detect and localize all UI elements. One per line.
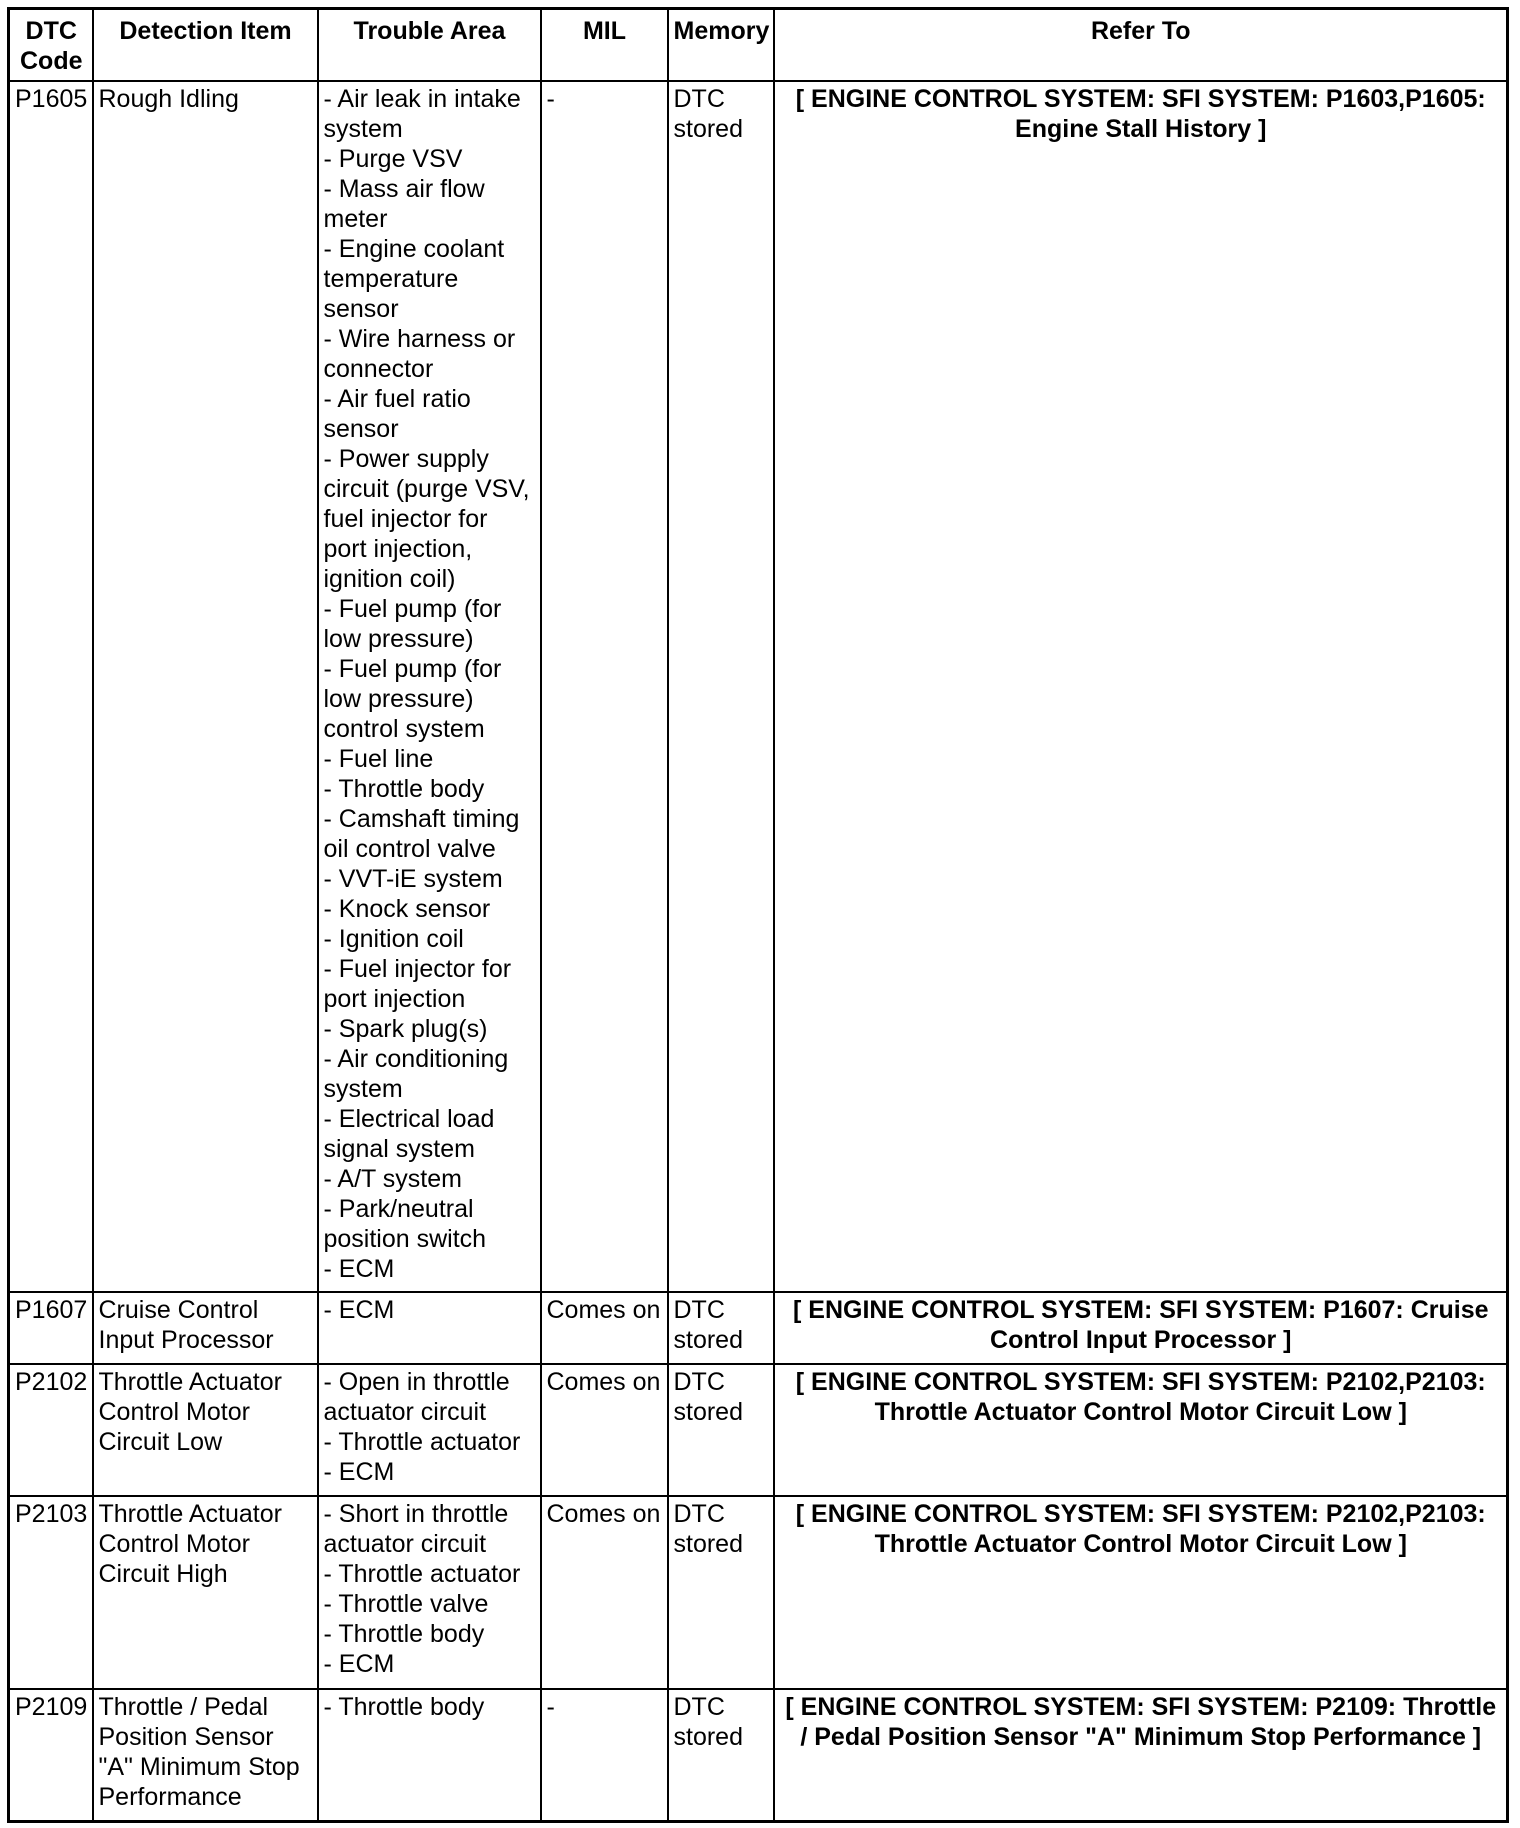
header-detection-item: Detection Item xyxy=(93,9,318,82)
trouble-area-item: - Mass air flow meter xyxy=(323,175,485,233)
trouble-area-cell xyxy=(318,1364,541,1496)
trouble-area-item: - Power supply circuit (purge VSV, fuel injector for port injection, ignition coil) xyxy=(323,445,530,593)
trouble-area-item: - Throttle actuator xyxy=(323,1428,521,1456)
trouble-area-item: - Ignition coil xyxy=(323,925,464,953)
trouble-area-item: - Camshaft timing oil control valve xyxy=(323,805,520,863)
trouble-area-item: - Spark plug(s) xyxy=(323,1015,488,1043)
refer-to-cell: [ ENGINE CONTROL SYSTEM: SFI SYSTEM: P2102,P2103: Throttle Actuator Control Motor Circuit Low ] xyxy=(774,1364,1508,1496)
dtc-code-cell: P2103 xyxy=(9,1496,93,1689)
table-row xyxy=(9,1364,1508,1496)
dtc-table xyxy=(7,7,1509,1823)
table-row xyxy=(9,1496,1508,1689)
header-refer-to: Refer To xyxy=(774,9,1508,82)
detection-item-cell: Throttle Actuator Control Motor Circuit High xyxy=(93,1496,318,1689)
header-dtc-code: DTC Code xyxy=(9,9,93,82)
trouble-area-item: - Air leak in intake system xyxy=(323,85,521,143)
table-row xyxy=(9,1689,1508,1821)
trouble-area-cell xyxy=(318,1292,541,1364)
trouble-area-item: - Throttle body xyxy=(323,775,485,803)
trouble-area-item: - Short in throttle actuator circuit xyxy=(323,1500,509,1558)
detection-item-cell: Throttle / Pedal Position Sensor "A" Minimum Stop Performance xyxy=(93,1689,318,1821)
detection-item-cell: Throttle Actuator Control Motor Circuit Low xyxy=(93,1364,318,1496)
header-mil: MIL xyxy=(541,9,668,82)
trouble-area-item: - ECM xyxy=(323,1255,395,1283)
table-row xyxy=(9,1292,1508,1364)
trouble-area-cell xyxy=(318,1689,541,1821)
dtc-code-cell: P1605 xyxy=(9,81,93,1292)
memory-cell: DTC stored xyxy=(668,1364,774,1496)
dtc-code-cell: P1607 xyxy=(9,1292,93,1364)
refer-to-cell: [ ENGINE CONTROL SYSTEM: SFI SYSTEM: P2102,P2103: Throttle Actuator Control Motor Circuit Low ] xyxy=(774,1496,1508,1689)
trouble-area-item: - Knock sensor xyxy=(323,895,491,923)
trouble-area-item: - Engine coolant temperature sensor xyxy=(323,235,505,323)
trouble-area-item: - Air fuel ratio sensor xyxy=(323,385,471,443)
memory-cell: DTC stored xyxy=(668,81,774,1292)
mil-cell: - xyxy=(541,1689,668,1821)
mil-cell: Comes on xyxy=(541,1364,668,1496)
trouble-area-item: - Open in throttle actuator circuit xyxy=(323,1368,510,1426)
trouble-area-item: - Fuel line xyxy=(323,745,434,773)
trouble-area-item: - Electrical load signal system xyxy=(323,1105,495,1163)
table-body xyxy=(9,81,1508,1821)
memory-cell: DTC stored xyxy=(668,1292,774,1364)
trouble-area-cell xyxy=(318,1496,541,1689)
trouble-area-item: - ECM xyxy=(323,1458,395,1486)
trouble-area-item: - Fuel pump (for low pressure) xyxy=(323,595,502,653)
table-row xyxy=(9,81,1508,1292)
header-memory: Memory xyxy=(668,9,774,82)
trouble-area-item: - Wire harness or connector xyxy=(323,325,516,383)
trouble-area-item: - Fuel pump (for low pressure) control system xyxy=(323,655,502,743)
trouble-area-item: - Park/neutral position switch xyxy=(323,1195,487,1253)
trouble-area-item: - Throttle body xyxy=(323,1693,485,1721)
header-row xyxy=(9,9,1508,82)
header-trouble-area: Trouble Area xyxy=(318,9,541,82)
trouble-area-item: - VVT-iE system xyxy=(323,865,503,893)
refer-to-cell: [ ENGINE CONTROL SYSTEM: SFI SYSTEM: P2109: Throttle / Pedal Position Sensor "A" Minimum Stop Performance ] xyxy=(774,1689,1508,1821)
dtc-code-cell: P2102 xyxy=(9,1364,93,1496)
refer-to-cell: [ ENGINE CONTROL SYSTEM: SFI SYSTEM: P1607: Cruise Control Input Processor ] xyxy=(774,1292,1508,1364)
dtc-code-cell: P2109 xyxy=(9,1689,93,1821)
mil-cell: Comes on xyxy=(541,1292,668,1364)
detection-item-cell: Rough Idling xyxy=(93,81,318,1292)
trouble-area-item: - Fuel injector for port injection xyxy=(323,955,512,1013)
memory-cell: DTC stored xyxy=(668,1689,774,1821)
trouble-area-item: - Air conditioning system xyxy=(323,1045,509,1103)
memory-cell: DTC stored xyxy=(668,1496,774,1689)
mil-cell: - xyxy=(541,81,668,1292)
trouble-area-item: - Purge VSV xyxy=(323,145,463,173)
trouble-area-item: - A/T system xyxy=(323,1165,462,1193)
trouble-area-item: - Throttle valve xyxy=(323,1590,489,1618)
trouble-area-cell xyxy=(318,81,541,1292)
refer-to-cell: [ ENGINE CONTROL SYSTEM: SFI SYSTEM: P1603,P1605: Engine Stall History ] xyxy=(774,81,1508,1292)
mil-cell: Comes on xyxy=(541,1496,668,1689)
trouble-area-item: - Throttle body xyxy=(323,1620,485,1648)
detection-item-cell: Cruise Control Input Processor xyxy=(93,1292,318,1364)
trouble-area-item: - ECM xyxy=(323,1650,395,1678)
trouble-area-item: - ECM xyxy=(323,1296,395,1324)
trouble-area-item: - Throttle actuator xyxy=(323,1560,521,1588)
